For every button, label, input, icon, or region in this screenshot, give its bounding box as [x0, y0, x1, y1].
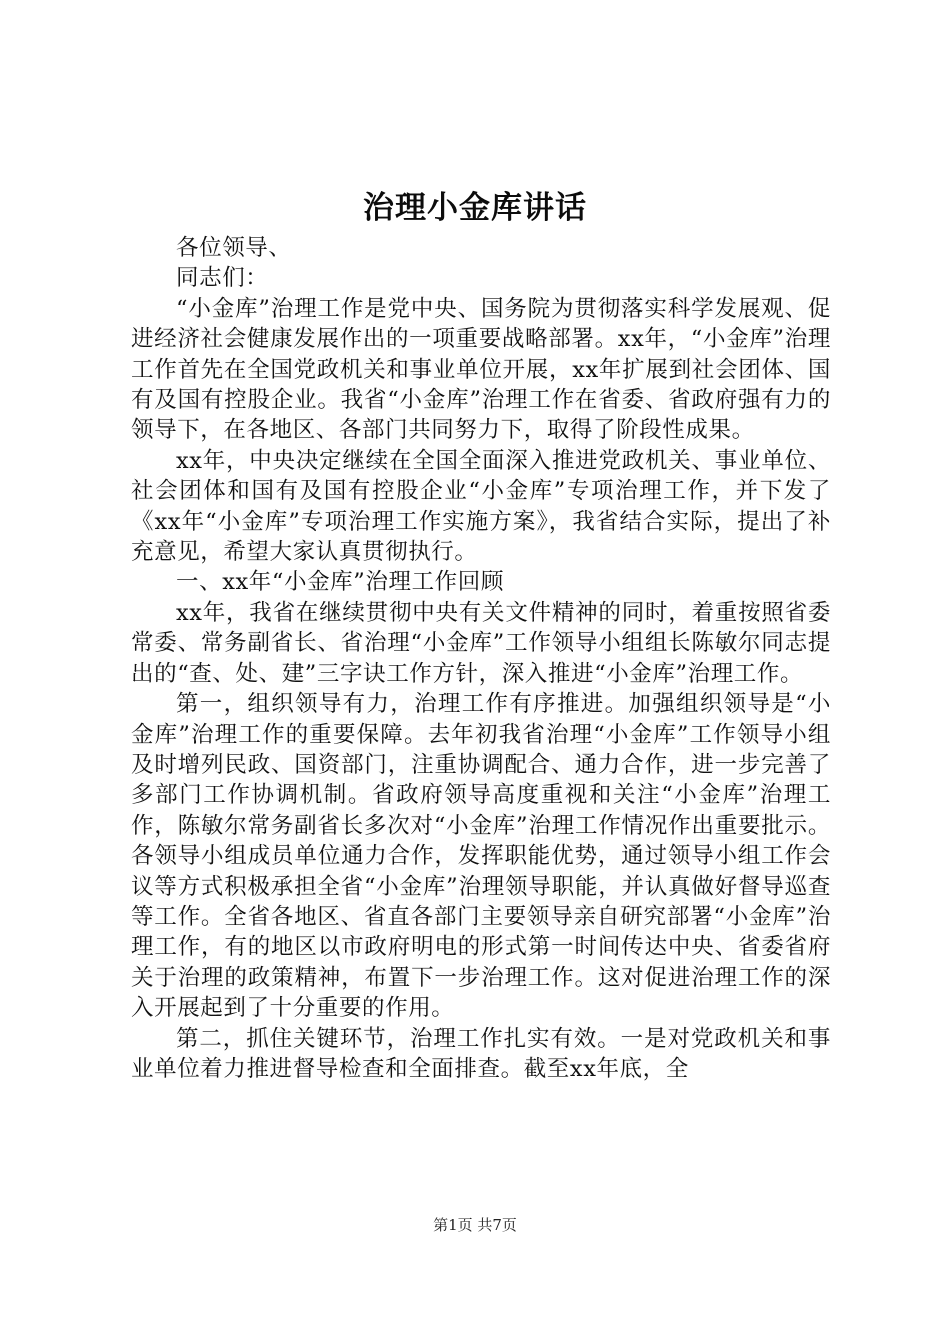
body-paragraph: xx年，我省在继续贯彻中央有关文件精神的同时，着重按照省委常委、常务副省长、省治理“小金库”工作领导小组组长陈敏尔同志提出的“查、处、建”三字诀工作方针，深入推进“小金库”治理工作。: [131, 599, 831, 687]
page-number-footer: 第1页 共7页: [433, 1216, 517, 1234]
document-body: [131, 233, 831, 1084]
salutation-line-2: 同志们：: [176, 265, 269, 292]
body-paragraph: “小金库”治理工作是党中央、国务院为贯彻落实科学发展观、促进经济社会健康发展作出的一项重要战略部署。xx年，“小金库”治理工作首先在全国党政机关和事业单位开展，xx年扩展到社会团体、国有及国有控股企业。我省“小金库”治理工作在省委、省政府强有力的领导下，在各地区、各部门共同努力下，取得了阶段性成果。: [131, 295, 831, 444]
salutation-line-1: 各位领导、: [176, 235, 292, 261]
body-paragraph: 第二，抓住关键环节，治理工作扎实有效。一是对党政机关和事业单位着力推进督导检查和全面排查。截至xx年底，全: [131, 1025, 831, 1082]
body-paragraph: xx年，中央决定继续在全国全面深入推进党政机关、事业单位、社会团体和国有及国有控股企业“小金库”专项治理工作，并下发了《xx年“小金库”专项治理工作实施方案》，我省结合实际，提出了补充意见，希望大家认真贯彻执行。: [131, 447, 831, 566]
section-heading: 一、xx年“小金库”治理工作回顾: [176, 569, 504, 596]
body-paragraph: 第一，组织领导有力，治理工作有序推进。加强组织领导是“小金库”治理工作的重要保障。去年初我省治理“小金库”工作领导小组及时增列民政、国资部门，注重协调配合、通力合作，进一步完善了多部门工作协调机制。省政府领导高度重视和关注“小金库”治理工作，陈敏尔常务副省长多次对“小金库”治理工作情况作出重要批示。各领导小组成员单位通力合作，发挥职能优势，通过领导小组工作会议等方式积极承担全省“小金库”治理领导职能，并认真做好督导巡查等工作。全省各地区、省直各部门主要领导亲自研究部署“小金库”治理工作，有的地区以市政府明电的形式第一时间传达中央、省委省府关于治理的政策精神，布置下一步治理工作。这对促进治理工作的深入开展起到了十分重要的作用。: [131, 691, 831, 1022]
document-title: 治理小金库讲话: [363, 190, 587, 226]
